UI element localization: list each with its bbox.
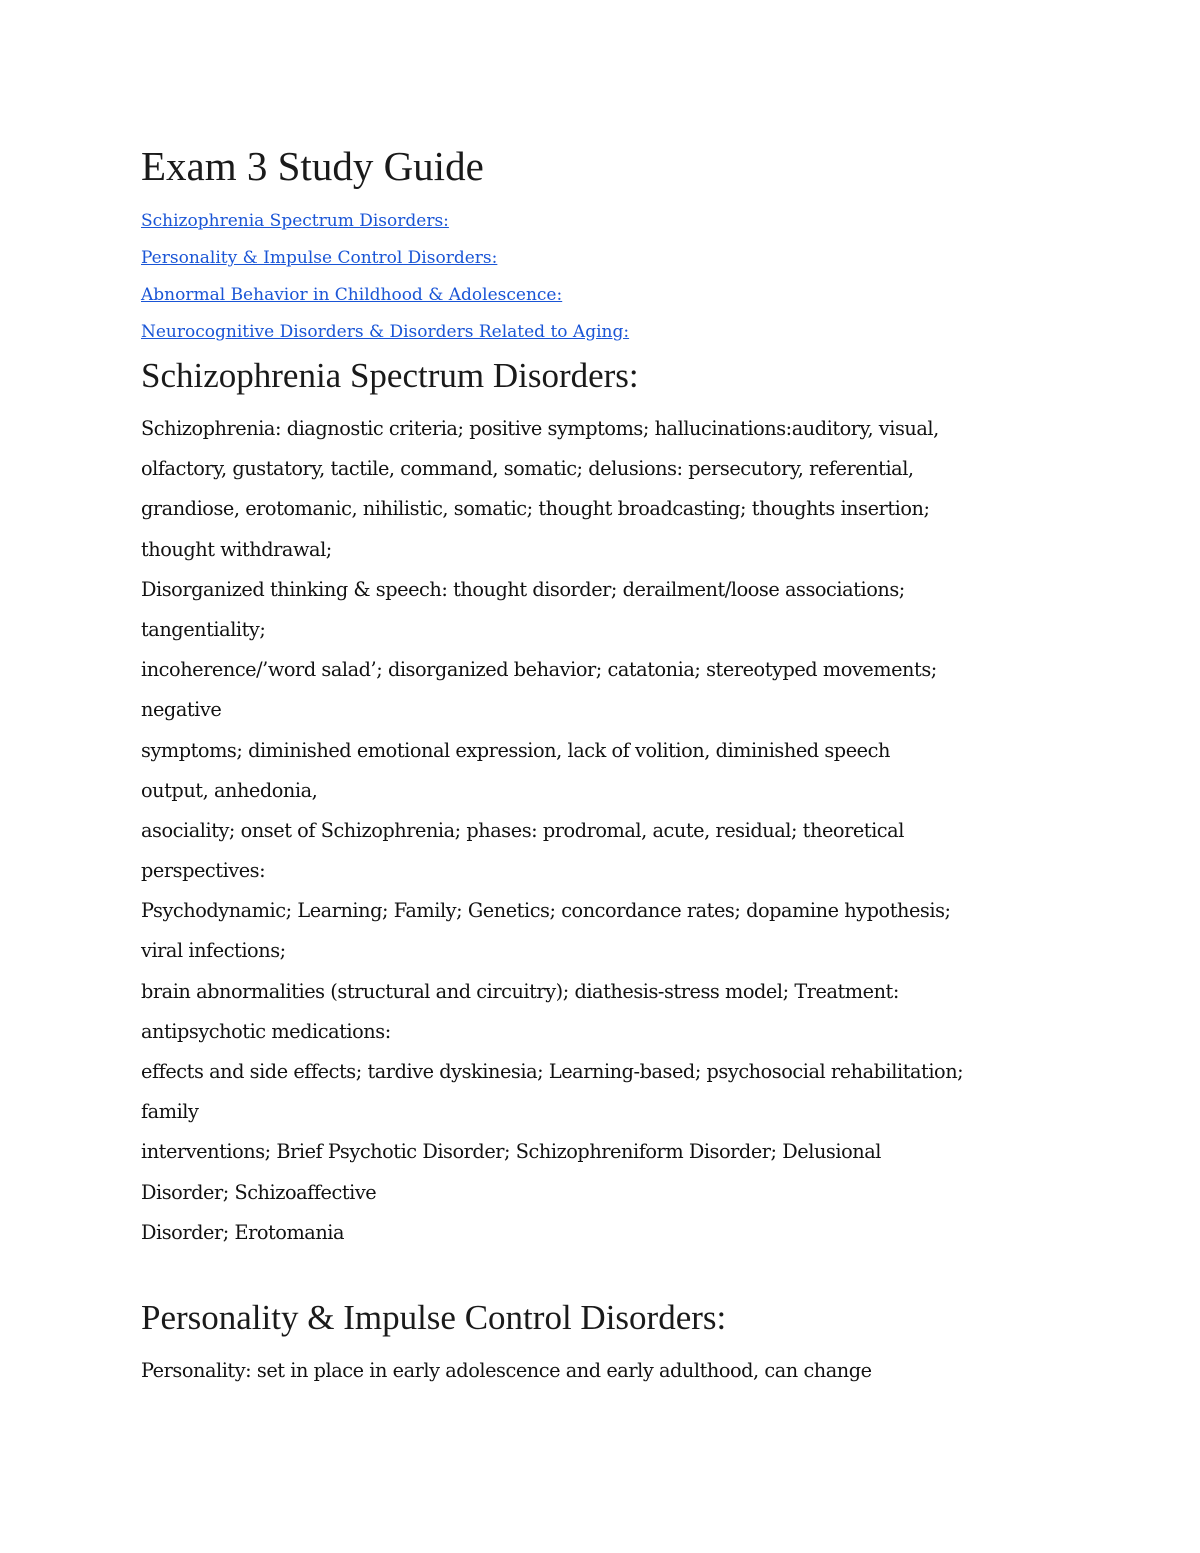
- toc-link-neurocognitive[interactable]: Neurocognitive Disorders & Disorders Related to Aging:: [141, 322, 630, 342]
- body-line: symptoms; diminished emotional expression, lack of volition, diminished speech: [141, 738, 890, 762]
- toc-link-schizophrenia[interactable]: Schizophrenia Spectrum Disorders:: [141, 211, 449, 231]
- body-line: perspectives:: [141, 859, 266, 883]
- table-of-contents: [141, 202, 629, 350]
- toc-link-personality[interactable]: Personality & Impulse Control Disorders:: [141, 248, 498, 268]
- body-line: tangentiality;: [141, 617, 266, 641]
- body-line: incoherence/’word salad’; disorganized behavior; catatonia; stereotyped movements;: [141, 658, 937, 682]
- body-line: negative: [141, 698, 222, 722]
- body-line: output, anhedonia,: [141, 778, 318, 802]
- body-line: grandiose, erotomanic, nihilistic, somatic; thought broadcasting; thoughts insertion;: [141, 497, 930, 521]
- body-line: thought withdrawal;: [141, 537, 332, 561]
- body-line: viral infections;: [141, 939, 286, 963]
- body-line: asociality; onset of Schizophrenia; phases: prodromal, acute, residual; theoretical: [141, 818, 904, 842]
- body-line: Personality: set in place in early adolescence and early adulthood, can change: [141, 1359, 872, 1382]
- body-line: olfactory, gustatory, tactile, command, somatic; delusions: persecutory, referential,: [141, 457, 914, 481]
- body-line: Psychodynamic; Learning; Family; Genetics; concordance rates; dopamine hypothesis;: [141, 899, 951, 923]
- body-line: Disorder; Erotomania: [141, 1220, 345, 1244]
- body-line: effects and side effects; tardive dyskinesia; Learning-based; psychosocial rehabilitation;: [141, 1060, 964, 1083]
- body-line: Disorder; Schizoaffective: [141, 1180, 377, 1204]
- toc-item: [141, 239, 629, 276]
- body-line: Disorganized thinking & speech: thought disorder; derailment/loose associations;: [141, 577, 905, 601]
- body-line: brain abnormalities (structural and circuitry); diathesis-stress model; Treatment:: [141, 979, 899, 1003]
- body-line: interventions; Brief Psychotic Disorder; Schizophreniform Disorder; Delusional: [141, 1140, 881, 1164]
- toc-item: [141, 276, 629, 313]
- body-line: Schizophrenia: diagnostic criteria; positive symptoms; hallucinations:auditory, visual,: [141, 417, 939, 440]
- section-heading-schizophrenia: Schizophrenia Spectrum Disorders:: [141, 356, 639, 395]
- body-line: antipsychotic medications:: [141, 1019, 391, 1043]
- document-title: Exam 3 Study Guide: [141, 143, 484, 189]
- body-line: family: [141, 1100, 199, 1124]
- section-body-schizophrenia: [141, 409, 1061, 1253]
- toc-item: [141, 202, 629, 239]
- toc-item: [141, 313, 629, 350]
- section-body-personality: [141, 1351, 1061, 1391]
- section-heading-personality: Personality & Impulse Control Disorders:: [141, 1298, 727, 1337]
- toc-link-childhood[interactable]: Abnormal Behavior in Childhood & Adolescence:: [141, 285, 563, 305]
